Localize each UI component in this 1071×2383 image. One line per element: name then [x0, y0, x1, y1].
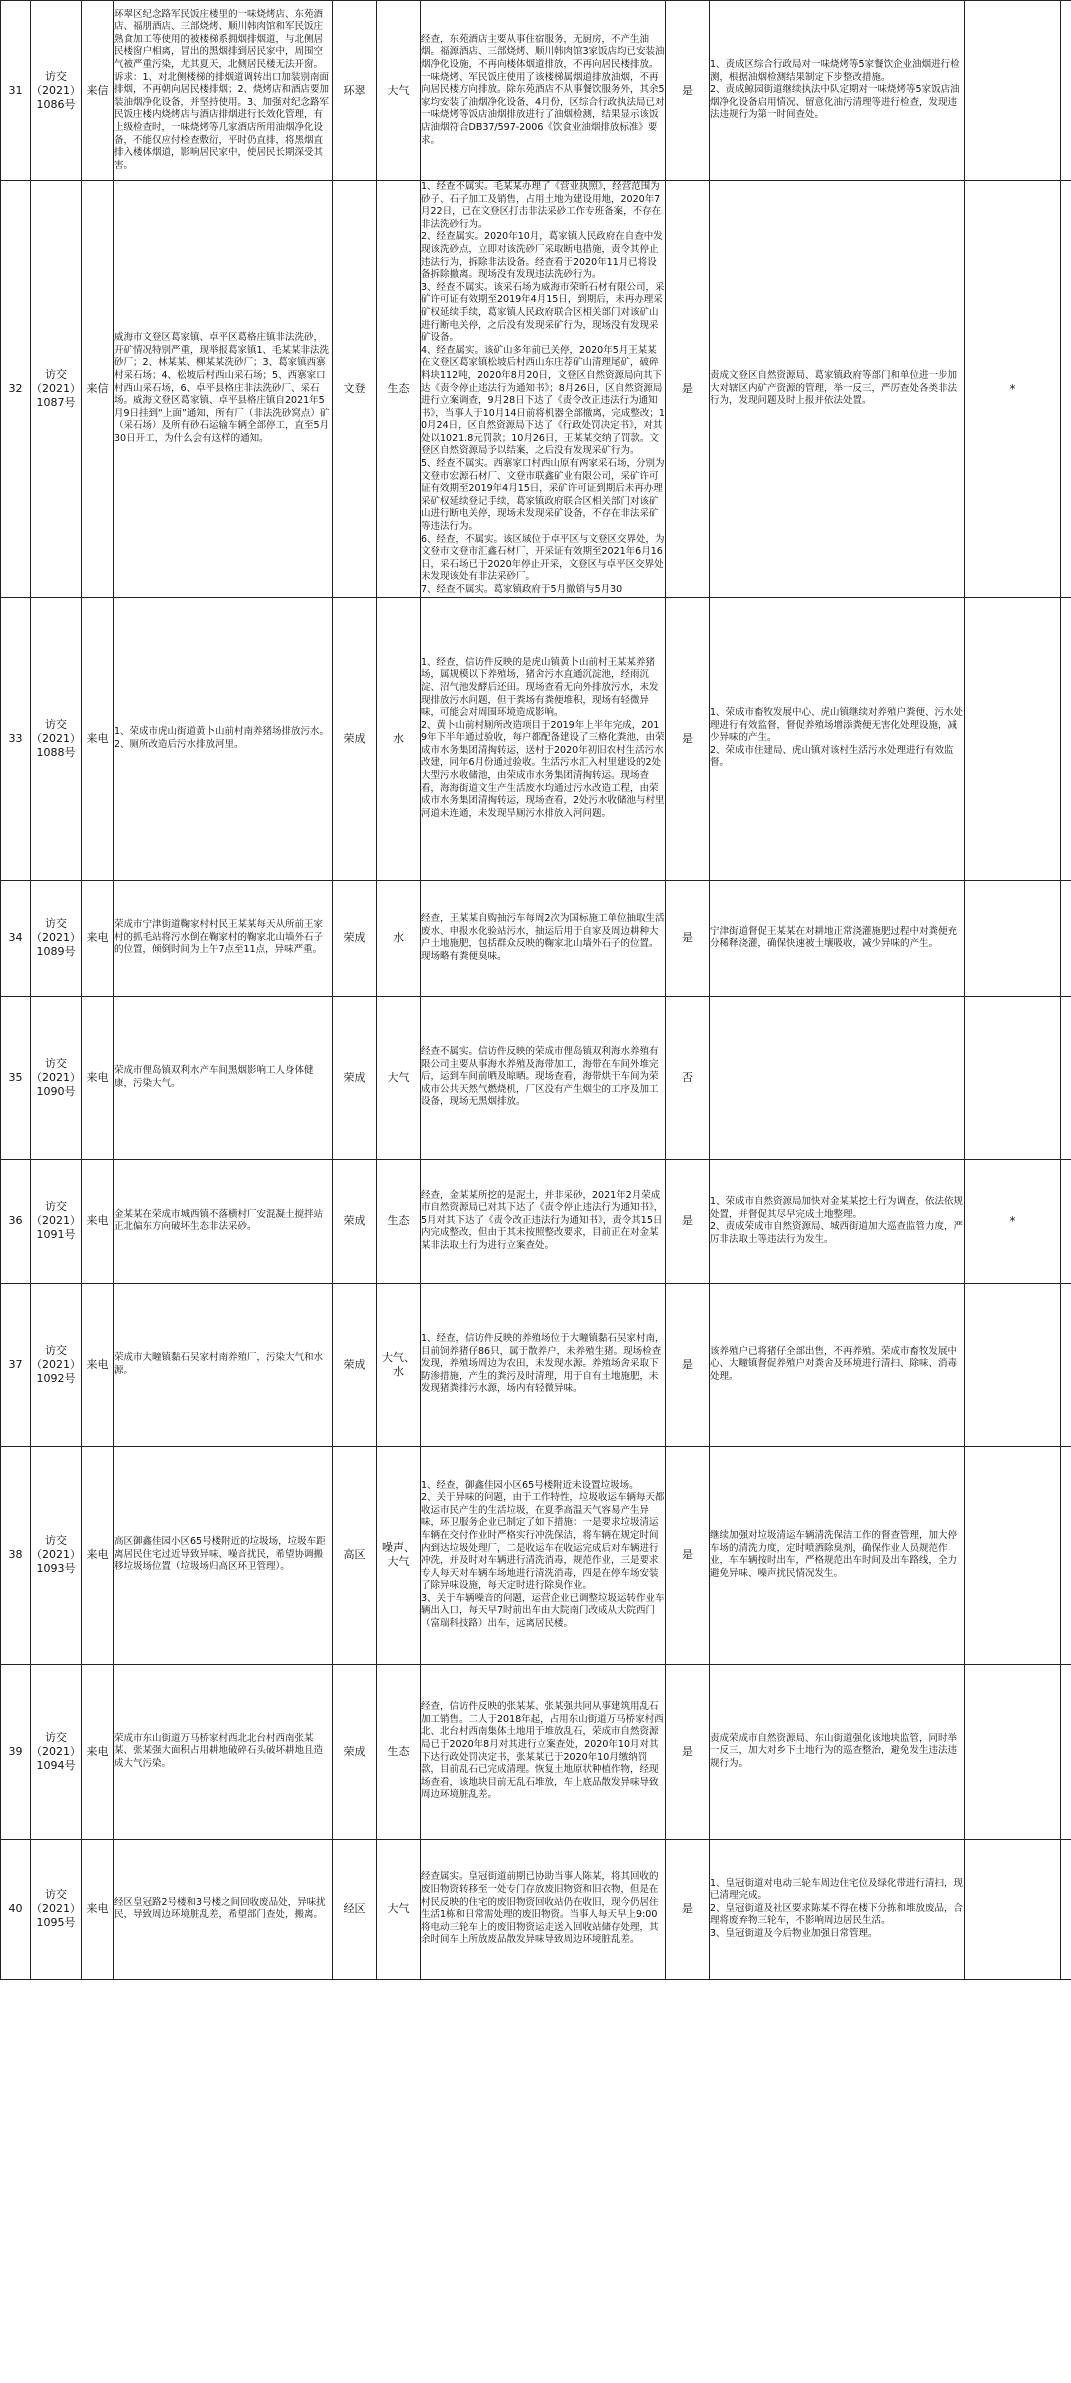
remark-mark [965, 996, 1061, 1159]
complaint-content: 荣成市宁津街道鞠家村村民王某某每天从所前王家村的抓毛站将污水倒在鞠家村的鞠家北山墙外石子的位置，倾倒时间为上午7点至11点，异味严重。 [114, 880, 333, 996]
complaint-content: 威海市文登区葛家镇、卓平区葛格庄镇非法洗砂，开矿情况特别严重，现举报葛家镇1、毛某某非法洗砂厂；2、林某某、柳某某洗砂厂；3、葛家镇西寨村采石场；4、松坡后村西山采石场；5、西寨家口村西山采石场，6、卓平县格庄非法洗砂厂、采石场。威海文登区葛家镇、卓平县格庄镇自2021年5月9日挂到“上面”通知，所有厂（非法洗砂窝点）矿（采石场）及所有砂石运输车辆全部停工，直至5月30日开工，为什么会有这样的通知。 [114, 181, 333, 598]
investigation-finding: 1、经查不属实。毛某某办理了《营业执照》，经营范围为砂子、石子加工及销售，占用土地为建设用地，2020年7月22日，已在文登区打击非法采砂工作专班备案，不存在非法洗砂行为。 2、经查属实。2020年10月，葛家镇人民政府在自查中发现该洗砂点，立即对该洗砂厂采取断电措施，责令其停止违法行为，拆除非法设备。经查看于2020年11月已将设备拆除撤离。现场没有发现违法洗砂行为。 3、经查不属实。该采石场为威海市荣昕石材有限公司，采矿许可证有效期至2019年4月15日，到期后，未再办理采矿权延续手续，葛家镇人民政府联合区相关部门对该矿山进行断电关停，之后没有发现采矿行为，现场没有发现采矿设备。 4、经查属实。该矿山多年前已关停，2020年5月王某某在文登区葛家镇松坡后村西山东庄荐矿山清理尾矿，破碎料块112吨，2020年8月20日，文登区自然资源局向其下达《责令停止违法行为通知书》；8月26日，区自然资源局进行立案调查，9月28日下达了《责令改正违法行为通知书》，当事人于10月14日前将机器全部撤离，完成整改；10月24日，区自然资源局下达了《行政处罚决定书》，对其处以1021.8元罚款；10月26日，王某某交纳了罚款。文登区自然资源局予以结案，之后没有发现采矿行为。 5、经查不属实。西寨家口村西山原有两家采石场，分别为文登市宏源石材厂、文登市联鑫矿业有限公司，采矿许可证有效期至2019年4月15日，采矿许可证到期后未再办理采矿权延续登记手续，葛家镇政府联合区相关部门对该矿山进行断电关停，现场未发现采矿设备，不存在非法采矿等违法行为。 6、经查，不属实。该区域位于卓平区与文登区交界处，为文登市文登市汇鑫石材厂，开采证有效期至2021年6月16日，采石场已于2020年停止开采，文登区与卓平区交界处未发现该处有非法采砂厂。 7、经查不属实。葛家镇政府于5月撤销与5月30 [421, 181, 666, 598]
remark-mark [965, 880, 1061, 996]
row-number: 35 [1, 996, 31, 1159]
investigation-finding: 经查属实。皇冠街道前期已协助当事人陈某，将其回收的废旧物资转移至一处专门存放废旧物资和旧衣物，但是在村民反映的住宅的废旧物资回收站仍在收旧，现今仍居住生活1栋和日常需处理的废旧物资。当事人每天早上9:00将电动三轮车上的废旧物资运走送入回收站储存处理，其余时间车上所放废品散发异味导致周边环境脏乱差。 [421, 1839, 666, 1979]
pollution-category: 水 [377, 597, 421, 880]
remark-mark [965, 597, 1061, 880]
is-true: 是 [666, 1664, 710, 1839]
region: 文登 [333, 181, 377, 598]
investigation-finding: 经查，东苑酒店主要从事住宿服务，无厨房，不产生油烟。福源酒店、三部烧烤、顺川韩肉馆3家饭店均已安装油烟净化设施，不再向楼体烟道排放，不再向居民楼排放。一味烧烤、军民饭庄使用了该楼梯属烟道排放油烟，不再向居民楼方向排放。除东苑酒店不从事餐饮服务外，其余5家均安装了油烟净化设备，4月份，区综合行政执法局已对一味烧烤等饭店油烟排放进行了油烟检测，结果显示该饭店油烟符合DB37/597-2006《饮食业油烟排放标准》要求。 [421, 1, 666, 181]
blank-cell [1061, 1283, 1071, 1446]
table-row [1, 1664, 1071, 1839]
row-number: 39 [1, 1664, 31, 1839]
remark-mark [965, 1446, 1061, 1664]
case-code: 访交（2021）1090号 [31, 996, 82, 1159]
remark-mark [965, 1283, 1061, 1446]
complaint-content: 环翠区纪念路军民饭庄楼里的一味烧烤店、东苑酒店、福朋酒店、三部烧烤、顺川韩肉馆和军民饭庄熟食加工等使用的被楼梯系拥烟排烟道，与北侧居民楼窗户相离，冒出的黑烟排到居民家中，周围空气被严重污染，尤其夏天，北侧居民楼无法开窗。诉求：1、对北侧楼梯的排烟道调转出口加装别南面排烟，不再朝向居民楼排烟；2、烧烤店和酒店要加装油烟净化设备，并坚持使用。3、加强对纪念路军民饭庄楼内烧烤店与酒店排烟进行长效化管理，有上级检查时，一味烧烤等几家酒店所用油烟净化设备，不能仅应付检查敷衍，平时仍直排，将黑烟直排入楼体烟道，影响居民家中，使居民长期深受其害。 [114, 1, 333, 181]
row-number: 34 [1, 880, 31, 996]
case-code: 访交（2021）1094号 [31, 1664, 82, 1839]
handling-measures: 1、荣成市自然资源局加快对金某某挖土行为调查，依法依规处置，并督促其尽早完成土地整理。 2、责成荣成市自然资源局、城西街道加大巡查监管力度，严厉非法取土等违法行为发生。 [710, 1159, 965, 1283]
complaint-content: 荣成市东山街道万马桥家村西北北台村西南张某某、张某强大面积占用耕地破碎石头破坏耕地且造成大气污染。 [114, 1664, 333, 1839]
region: 荣成 [333, 1664, 377, 1839]
investigation-finding: 经查不属实。信访件反映的荣成市俚岛镇双利海水养殖有限公司主要从事海水养殖及海带加工，海带在车间外堆完后，运到车间前晒及晾晒。现场查看，海带烘干车间为荣成市公共天然气燃烧机，厂区没有产生烟尘的工序及加工设备，现场无黑烟排放。 [421, 996, 666, 1159]
pollution-category: 大气 [377, 996, 421, 1159]
pollution-category: 噪声、大气 [377, 1446, 421, 1664]
investigation-finding: 经查，信访件反映的张某某、张某强共同从事建筑用乱石加工销售。二人于2018年起，占用东山街道万马桥家村西北、北台村西南集体土地用于堆放乱石，荣成市自然资源局已于2020年8月对其进行立案查处，2020年10月对其下达行政处罚决定书，张某某已于2020年10月缴纳罚款，目前乱石已完成清理。恢复土地原状种植作物，经现场查看，该地块目前无乱石堆放，车上底品散发异味导致周边环境脏乱差。 [421, 1664, 666, 1839]
remark-mark: * [965, 1159, 1061, 1283]
source-type: 来电 [82, 1283, 114, 1446]
region: 荣成 [333, 996, 377, 1159]
case-code: 访交（2021）1093号 [31, 1446, 82, 1664]
handling-measures: 该养殖户已将猪仔全部出售，不再养殖。荣成市畜牧发展中心、大疃镇督促养殖户对粪舍及环境进行清扫、除味、消毒处理。 [710, 1283, 965, 1446]
source-type: 来电 [82, 1839, 114, 1979]
blank-cell [1061, 1664, 1071, 1839]
complaint-content: 高区御鑫佳园小区65号楼附近的垃圾场，垃圾车距离居民住宅过近导致异味、噪音扰民，希望协调搬移垃圾场位置（垃圾场归高区环卫管理）。 [114, 1446, 333, 1664]
region: 环翠 [333, 1, 377, 181]
investigation-finding: 1、经查，信访件反映的是虎山镇黄卜山前村王某某养猪场，属规模以下养殖场，猪舍污水直通沉淀池，经雨沉淀、沼气池发酵后还田。现场查看无向外排放污水，未发现排放污水问题，但干粪场有粪便堆积，现场有轻微异味，可能会对周围环境造成影响。 2、黄卜山前村厕所改造项目于2019年上半年完成，2019年下半年通过验收，每户都配备建设了三格化粪池，由荣成市水务集团清掏转运，送村于2020年初旧农村生活污水改建，同年6月份通过验收。生活污水汇入村里建设的2处大型污水收储池，由荣成市水务集团清掏转运。现场查看，海海街道文生产生活废水均通过污水改造工程，由荣成市水务集团清掏转运，现场查看，2处污水收储池与村里河道未连通，未发现旱厕污水排放入河问题。 [421, 597, 666, 880]
investigation-finding: 1、经查，信访件反映的养殖场位于大疃镇黏石吴家村南，目前饲养猪仔86只，属于散养户，未养殖生猪。现场检查发现，养殖场周边为农田，未发现水源。养殖场舍采取下防渗措施，产生的粪污及时清理，用于自有土地施肥，未发现猪粪排污水源，场内有轻微异味。 [421, 1283, 666, 1446]
is-true: 是 [666, 1839, 710, 1979]
handling-measures: 1、皇冠街道对电动三轮车周边住宅位及绿化带进行清扫，现已清理完成。 2、皇冠街道及社区要求陈某不得在楼下分拣和堆放废品，合理将废弃物三轮车，不影响周边居民生活。 3、皇冠街道及今后物业加强日常管理。 [710, 1839, 965, 1979]
handling-measures: 责成荣成市自然资源局、东山街道强化该地块监管，同时举一反三，加大对乡下土地行为的巡查整治，避免发生违法违规行为。 [710, 1664, 965, 1839]
remark-mark: * [965, 181, 1061, 598]
case-code: 访交（2021）1087号 [31, 181, 82, 598]
region: 荣成 [333, 597, 377, 880]
blank-cell [1061, 597, 1071, 880]
pollution-category: 大气 [377, 1, 421, 181]
complaint-content: 荣成市大疃镇黏石吴家村南养殖厂，污染大气和水源。 [114, 1283, 333, 1446]
row-number: 32 [1, 181, 31, 598]
is-true: 是 [666, 1159, 710, 1283]
case-code: 访交（2021）1088号 [31, 597, 82, 880]
is-true: 是 [666, 181, 710, 598]
handling-measures: 1、责成区综合行政局对一味烧烤等5家餐饮企业油烟进行检测，根据油烟检测结果制定下步整改措施。 2、责成鲸园街道继续执法中队定期对一味烧烤等5家饭店油烟净化设备启用情况、留意化油污清理等进行检查，发现违法违规行为第一时间查处。 [710, 1, 965, 181]
case-code: 访交（2021）1086号 [31, 1, 82, 181]
table-row [1, 1159, 1071, 1283]
investigation-finding: 经查，王某某自购抽污车每周2次为国标施工单位抽取生活废水、申报水化验站污水，抽运后用于自家及周边耕种大户土地施肥，包括群众反映的鞠家北山墙外石子的位置。现场略有粪便臭味。 [421, 880, 666, 996]
region: 荣成 [333, 1159, 377, 1283]
case-code: 访交（2021）1095号 [31, 1839, 82, 1979]
row-number: 33 [1, 597, 31, 880]
blank-cell [1061, 181, 1071, 598]
handling-measures: 宁津街道督促王某某在对耕地正常浇灌施肥过程中对粪便充分稀释浇灌，确保快速被土壤吸收，减少异味的产生。 [710, 880, 965, 996]
pollution-category: 大气、水 [377, 1283, 421, 1446]
region: 经区 [333, 1839, 377, 1979]
is-true: 否 [666, 996, 710, 1159]
remark-mark [965, 1664, 1061, 1839]
table-row [1, 1283, 1071, 1446]
blank-cell [1061, 1, 1071, 181]
region: 荣成 [333, 880, 377, 996]
remark-mark [965, 1839, 1061, 1979]
case-code: 访交（2021）1092号 [31, 1283, 82, 1446]
table-row [1, 1, 1071, 181]
source-type: 来电 [82, 996, 114, 1159]
case-code: 访交（2021）1089号 [31, 880, 82, 996]
pollution-category: 大气 [377, 1839, 421, 1979]
table-row [1, 996, 1071, 1159]
blank-cell [1061, 1839, 1071, 1979]
pollution-category: 生态 [377, 1664, 421, 1839]
row-number: 36 [1, 1159, 31, 1283]
table-row [1, 880, 1071, 996]
complaint-content: 金某某在荣成市城西镇不落横村厂安混凝土搅拌站正北偏东方向破坏生态非法采砂。 [114, 1159, 333, 1283]
handling-measures: 1、荣成市畜牧发展中心、虎山镇继续对养殖户粪便、污水处理进行有效监督，督促养殖场增添粪便无害化处理设施，减少异味的产生。 2、荣成市住建局、虎山镇对该村生活污水处理进行有效监督。 [710, 597, 965, 880]
row-number: 38 [1, 1446, 31, 1664]
source-type: 来电 [82, 880, 114, 996]
source-type: 来信 [82, 1, 114, 181]
region: 高区 [333, 1446, 377, 1664]
is-true: 是 [666, 1446, 710, 1664]
table-row [1, 1446, 1071, 1664]
investigation-finding: 1、经查，御鑫佳园小区65号楼附近未设置垃圾场。 2、关于异味的问题，由于工作特性，垃圾收运车辆每天都收运市民产生的生活垃圾，在夏季高温天气容易产生异味，环卫服务企业已制定了如下措施：一是要求垃圾清运车辆在交付作业时严格实行冲洗保洁，将车辆在规定时间内到达垃圾处理厂，二是收运车在收运完成后对车辆进行冲洗，并及时对车辆进行清洗消毒，规范作业，三是要求专人每天对车辆车场地进行清洗消毒，四是在停车场安装了除异味设施，每天定时进行除臭作业。 3、关于车辆噪音的问题，运营企业已调整垃圾运转作业车辆出入口，每天早7时前出车由大院南门改成从大院西门（富瑞科技路）出车，远离居民楼。 [421, 1446, 666, 1664]
table-row [1, 181, 1071, 598]
table-row [1, 597, 1071, 880]
source-type: 来电 [82, 597, 114, 880]
complaint-content: 1、荣成市虎山街道黄卜山前村南养猪场排放污水。 2、厕所改造后污水排放河里。 [114, 597, 333, 880]
case-code: 访交（2021）1091号 [31, 1159, 82, 1283]
table-row [1, 1839, 1071, 1979]
row-number: 37 [1, 1283, 31, 1446]
row-number: 31 [1, 1, 31, 181]
handling-measures: 继续加强对垃圾清运车辆清洗保洁工作的督查管理，加大停车场的清洗力度，定时喷洒除臭剂，确保作业人员规范作业，车车辆按时出车，严格规范出车时间及出车路线，全力避免异味、噪声扰民情况发生。 [710, 1446, 965, 1664]
pollution-category: 生态 [377, 1159, 421, 1283]
is-true: 是 [666, 1283, 710, 1446]
pollution-category: 水 [377, 880, 421, 996]
handling-measures: 责成文登区自然资源局、葛家镇政府等部门和单位进一步加大对辖区内矿产资源的管理，举一反三，严厉查处各类非法行为，发现问题及时上报并依法处置。 [710, 181, 965, 598]
handling-measures [710, 996, 965, 1159]
is-true: 是 [666, 880, 710, 996]
row-number: 40 [1, 1839, 31, 1979]
pollution-category: 生态 [377, 181, 421, 598]
source-type: 来电 [82, 1159, 114, 1283]
investigation-finding: 经查，金某某所挖的是泥土，并非采砂，2021年2月荣成市自然资源局已对其下达了《责令停止违法行为通知书》，5月对其下达了《责令改正违法行为通知书》，责令其15日内完成整改，但由于其未按照整改要求，目前正在对金某某非法取土行为进行立案查处。 [421, 1159, 666, 1283]
region: 荣成 [333, 1283, 377, 1446]
source-type: 来电 [82, 1664, 114, 1839]
remark-mark [965, 1, 1061, 181]
complaint-content: 荣成市俚岛镇双利水产车间黑烟影响工人身体健康，污染大气。 [114, 996, 333, 1159]
source-type: 来信 [82, 181, 114, 598]
is-true: 是 [666, 597, 710, 880]
blank-cell [1061, 996, 1071, 1159]
source-type: 来电 [82, 1446, 114, 1664]
blank-cell [1061, 880, 1071, 996]
blank-cell [1061, 1446, 1071, 1664]
complaint-content: 经区皇冠路2号楼和3号楼之间回收废品处，异味扰民，导致周边环境脏乱差，希望部门查处，搬离。 [114, 1839, 333, 1979]
is-true: 是 [666, 1, 710, 181]
blank-cell [1061, 1159, 1071, 1283]
